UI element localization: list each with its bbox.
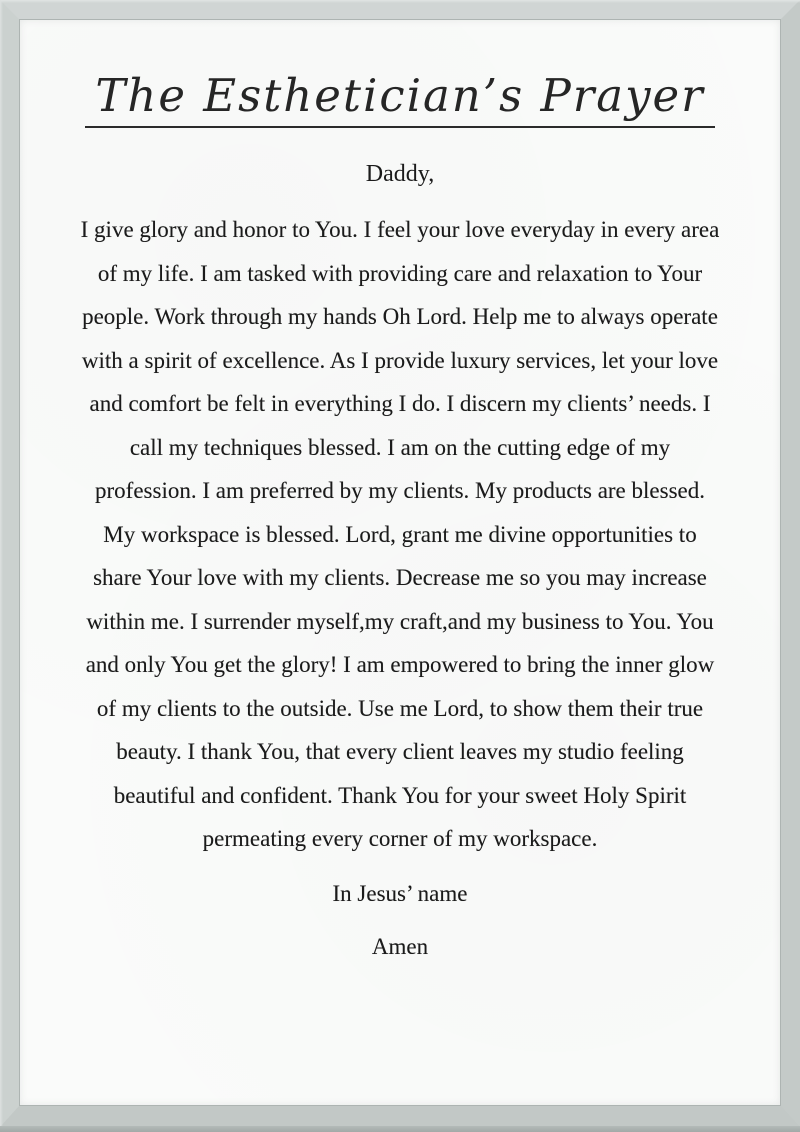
prayer-line: beautiful and confident. Thank You for your sweet Holy Spirit bbox=[113, 782, 687, 808]
closing-line: In Jesus’ name bbox=[332, 880, 468, 906]
frame-left-highlight bbox=[0, 0, 3, 1127]
frame-top-highlight bbox=[0, 0, 800, 3]
prayer-line: of my clients to the outside. Use me Lord, to show them their true bbox=[96, 695, 704, 721]
prayer-line: within me. I surrender myself,my craft,and my business to You. You bbox=[86, 608, 714, 634]
prayer-line: and only You get the glory! I am empowered to bring the inner glow bbox=[85, 652, 715, 678]
closing-block bbox=[20, 867, 780, 973]
prayer-line: I give glory and honor to You. I feel your love everyday in every area bbox=[80, 217, 720, 243]
prayer-body bbox=[20, 208, 780, 861]
prayer-title: The Esthetician’s Prayer bbox=[85, 68, 714, 128]
prayer-line: people. Work through my hands Oh Lord. Help me to always operate bbox=[82, 304, 718, 330]
prayer-paper bbox=[20, 20, 780, 1105]
title-wrap bbox=[20, 68, 780, 128]
prayer-line: call my techniques blessed. I am on the cutting edge of my bbox=[129, 434, 671, 460]
amen-line: Amen bbox=[371, 933, 429, 959]
prayer-line: permeating every corner of my workspace. bbox=[202, 826, 598, 852]
salutation: Daddy, bbox=[365, 161, 435, 188]
prayer-line: with a spirit of excellence. As I provide luxury services, let your love bbox=[81, 347, 719, 373]
prayer-line: and comfort be felt in everything I do. I discern my clients’ needs. I bbox=[89, 391, 711, 417]
frame-bottom-shadow bbox=[0, 1126, 800, 1132]
prayer-line: My workspace is blessed. Lord, grant me divine opportunities to bbox=[103, 521, 697, 547]
prayer-line: beauty. I thank You, that every client leaves my studio feeling bbox=[116, 739, 684, 765]
prayer-line: share Your love with my clients. Decrease me so you may increase bbox=[93, 565, 707, 591]
prayer-line: of my life. I am tasked with providing care and relaxation to Your bbox=[97, 260, 703, 286]
prayer-line: profession. I am preferred by my clients. My products are blessed. bbox=[95, 478, 705, 504]
